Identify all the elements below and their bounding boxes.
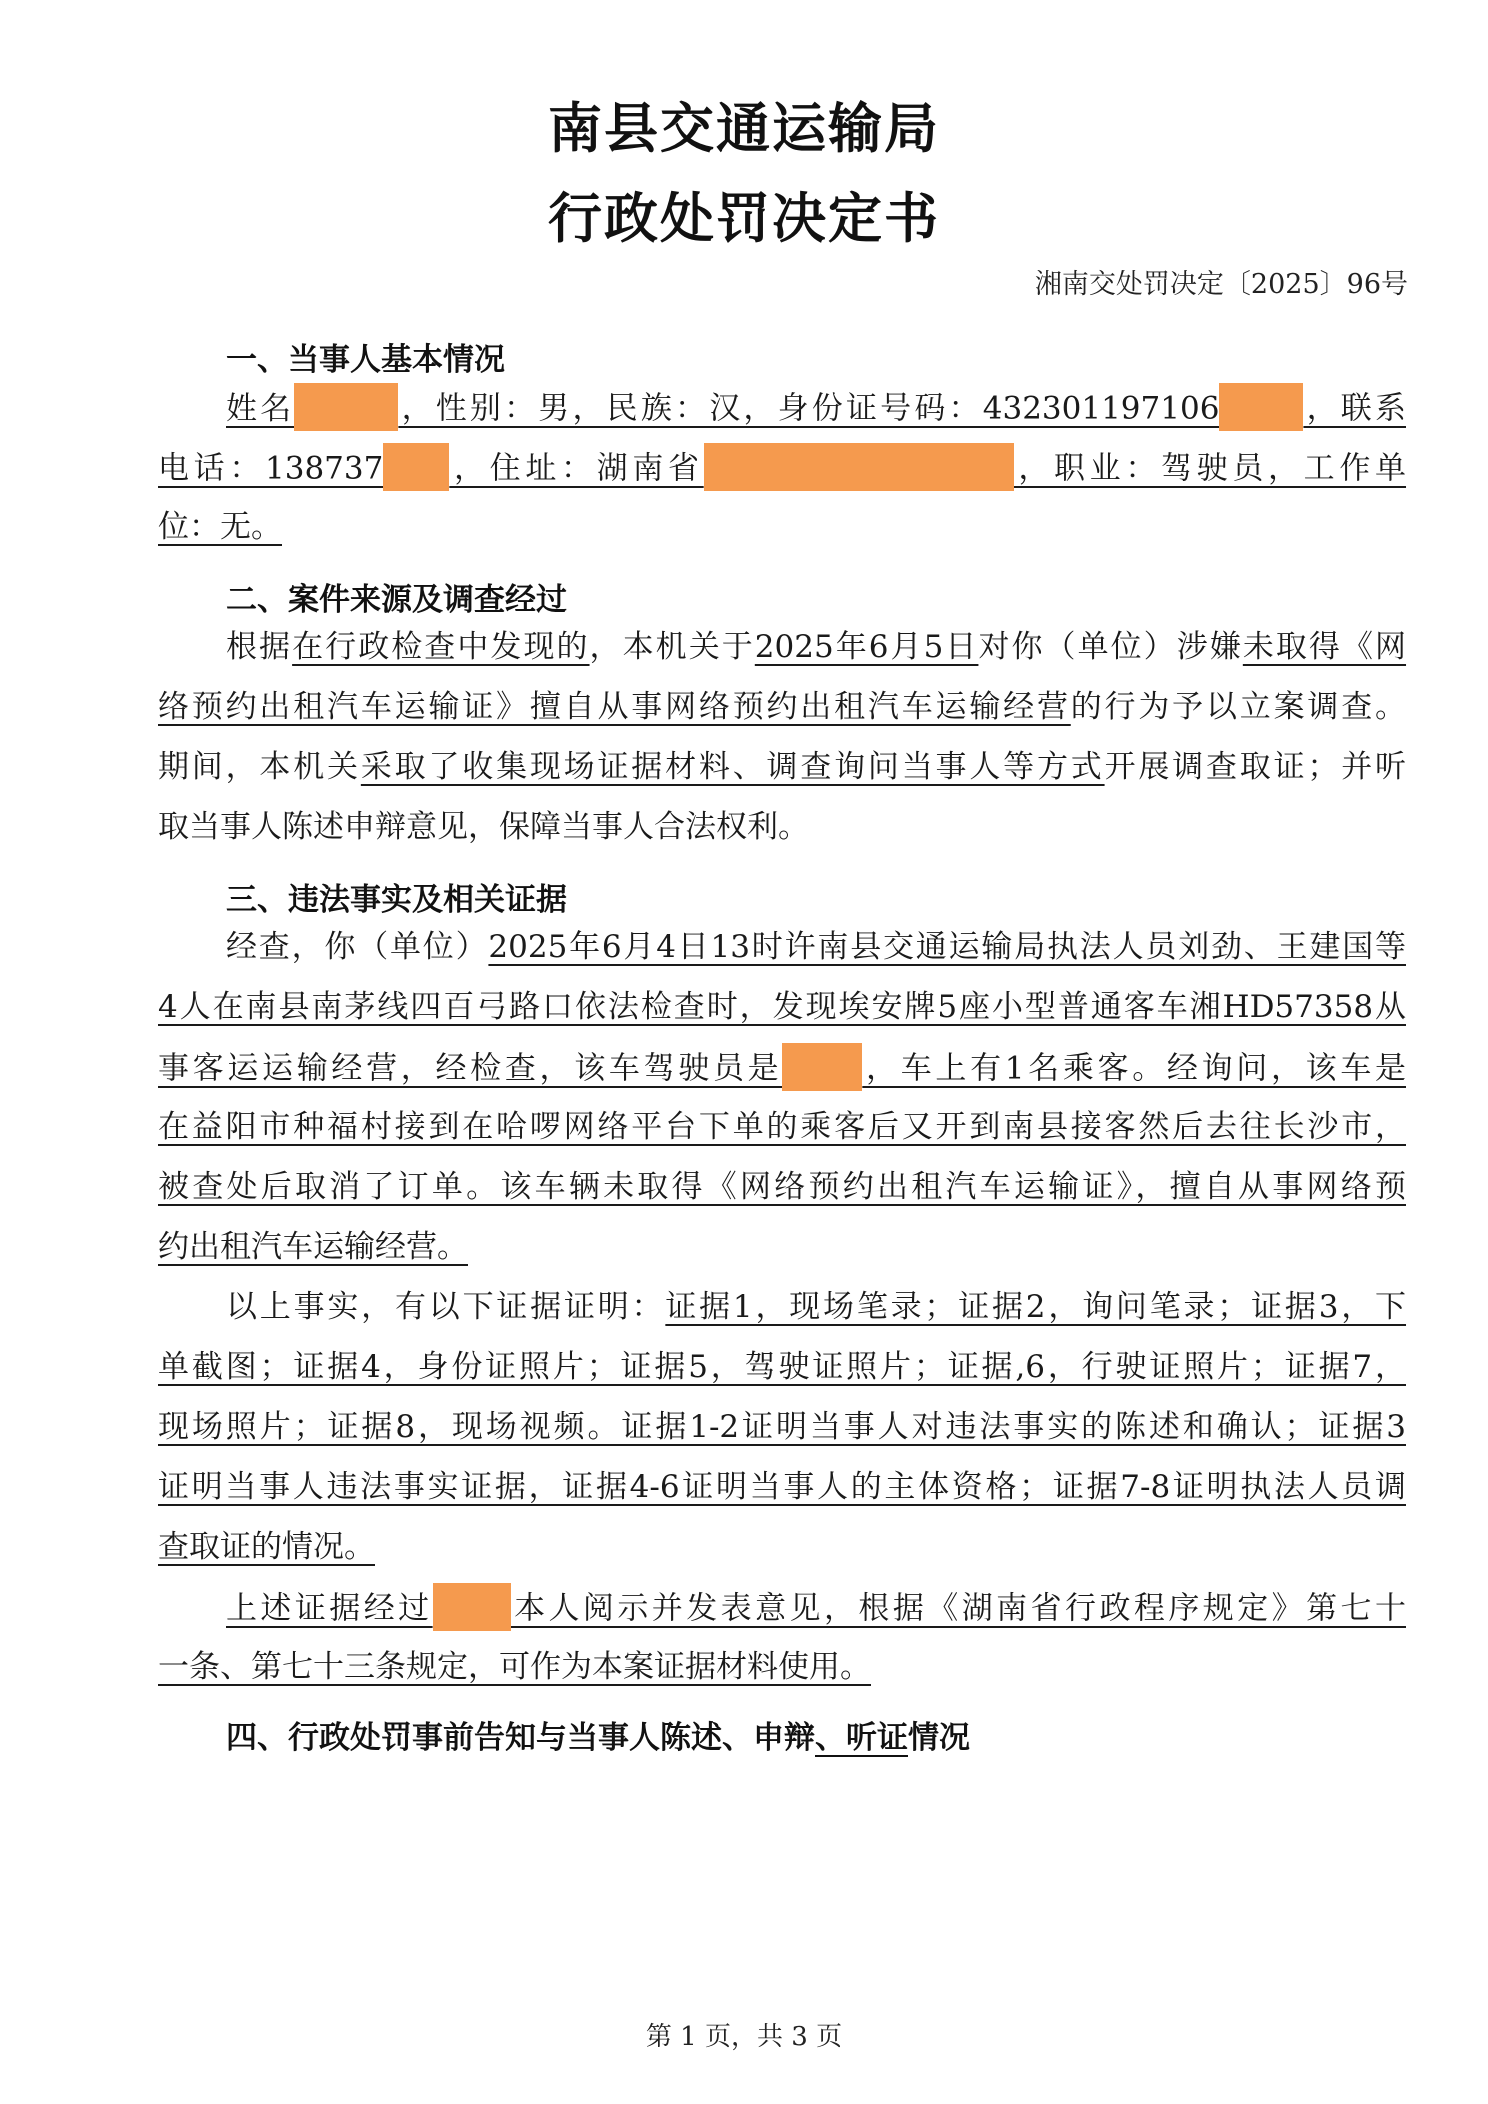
evidence-line-5	[158, 1526, 1406, 1568]
text-run: 期间，本机关	[158, 749, 361, 785]
party-info-text: ，性别：男，民族：汉，身份证号码：432301197106	[398, 390, 1220, 427]
text-run: 现场照片；证据8，现场视频。证据1-2证明当事人对违法事实的陈述和确认；证据3	[158, 1409, 1406, 1445]
text-run: 一条、第七十三条规定，可作为本案证据材料使用。	[158, 1649, 871, 1685]
document-number: 湘南交处罚决定〔2025〕96号	[1034, 269, 1408, 300]
case-source-line-1	[226, 626, 1406, 668]
text-run: 单截图；证据4，身份证照片；证据5，驾驶证照片；证据,6，行驶证照片；证据7，	[158, 1349, 1406, 1385]
evidence-line-4	[158, 1466, 1406, 1508]
party-info-line-2	[158, 446, 1406, 494]
label-phone: 电话：138737	[158, 450, 384, 487]
facts-line-6	[158, 1226, 1406, 1268]
text-run: 以上事实，有以下证据证明：	[226, 1289, 666, 1325]
facts-line-5	[158, 1166, 1406, 1208]
text-run: 上述证据经过	[226, 1590, 433, 1627]
text-run: 约出租汽车运输经营。	[158, 1229, 468, 1265]
text-run: 查取证的情况。	[158, 1529, 375, 1565]
text-run: 情况	[908, 1720, 970, 1756]
facts-line-1	[226, 926, 1406, 968]
evidence-line-3	[158, 1406, 1406, 1448]
redaction-block-name	[294, 383, 398, 431]
text-run: 、听证	[815, 1720, 908, 1756]
redaction-block-phone	[383, 443, 449, 491]
label-name: 姓名	[226, 390, 295, 427]
document-title-authority: 南县交通运输局	[548, 97, 940, 160]
text-run: 2025年6月4日13时许南县交通运输局执法人员刘劲、王建国等	[488, 929, 1406, 965]
text-run: 在行政检查中发现的	[292, 629, 590, 665]
text-run: 在益阳市种福村接到在哈啰网络平台下单的乘客后又开到南县接客然后去往长沙市，	[158, 1109, 1406, 1145]
evidence-review-line-2	[158, 1646, 1406, 1688]
text-run: 2025年6月5日	[754, 629, 979, 665]
text-run: 本人阅示并发表意见，根据《湖南省行政程序规定》第七十	[510, 1590, 1406, 1627]
text-run: 的行为予以立案调查。	[1070, 689, 1406, 725]
case-source-line-4	[158, 806, 1406, 848]
text-run: 被查处后取消了订单。该车辆未取得《网络预约出租汽车运输证》，擅自从事网络预	[158, 1169, 1406, 1205]
redaction-block-party	[433, 1583, 511, 1631]
redaction-block-driver	[782, 1043, 862, 1091]
evidence-review-line-1	[226, 1586, 1406, 1634]
text-run: 开展调查取证；并听	[1104, 749, 1407, 785]
document-title-type: 行政处罚决定书	[548, 187, 940, 250]
text-run: 4人在南县南茅线四百弓路口依法检查时，发现埃安牌5座小型普通客车湘HD57358从	[158, 989, 1406, 1025]
text-run: 根据	[226, 629, 293, 665]
text-run: 经查，你（单位）	[226, 929, 489, 965]
text-run: 证据1，现场笔录；证据2，询问笔录；证据3，下	[665, 1289, 1407, 1325]
redaction-block-address	[704, 443, 1014, 491]
section-heading-case-source: 二、案件来源及调查经过	[226, 582, 567, 618]
section-heading-prior-notice	[226, 1712, 970, 1757]
text-run: 事客运运输经营，经检查，该车驾驶员是	[158, 1050, 783, 1087]
text-run: 采取了收集现场证据材料、调查询问当事人等方式	[360, 749, 1105, 785]
text-run: 四、行政处罚事前告知与当事人陈述、申辩	[226, 1720, 815, 1756]
text-run: ，车上有1名乘客。经询问，该车是	[862, 1050, 1406, 1087]
case-source-line-2	[158, 686, 1406, 728]
text-run: 证明当事人违法事实证据，证据4-6证明当事人的主体资格；证据7-8证明执法人员调	[158, 1469, 1406, 1505]
case-source-line-3	[158, 746, 1406, 788]
facts-line-3	[158, 1046, 1406, 1094]
party-info-text: ，职业：驾驶员，工作单	[1013, 450, 1407, 487]
party-info-text: 位：无。	[158, 509, 282, 545]
party-info-text: ，联系	[1303, 390, 1406, 427]
section-heading-party-info: 一、当事人基本情况	[226, 342, 505, 378]
party-info-line-1	[158, 386, 1406, 434]
text-run: 未取得《网	[1242, 629, 1407, 665]
facts-line-4	[158, 1106, 1406, 1148]
redaction-block-id	[1219, 383, 1303, 431]
party-info-text: ，住址：湖南省	[449, 450, 704, 487]
evidence-line-2	[158, 1346, 1406, 1388]
text-run: 络预约出租汽车运输证》擅自从事网络预约出租汽车运输经营	[158, 689, 1071, 725]
party-info-line-3	[158, 506, 1406, 548]
section-heading-facts-evidence: 三、违法事实及相关证据	[226, 882, 567, 918]
page-number-footer: 第 1 页，共 3 页	[645, 2022, 843, 2052]
text-run: 取当事人陈述申辩意见，保障当事人合法权利。	[158, 809, 809, 845]
facts-line-2	[158, 986, 1406, 1028]
evidence-line-1	[226, 1286, 1406, 1328]
text-run: 对你（单位）涉嫌	[978, 629, 1243, 665]
text-run: ，本机关于	[589, 629, 755, 665]
